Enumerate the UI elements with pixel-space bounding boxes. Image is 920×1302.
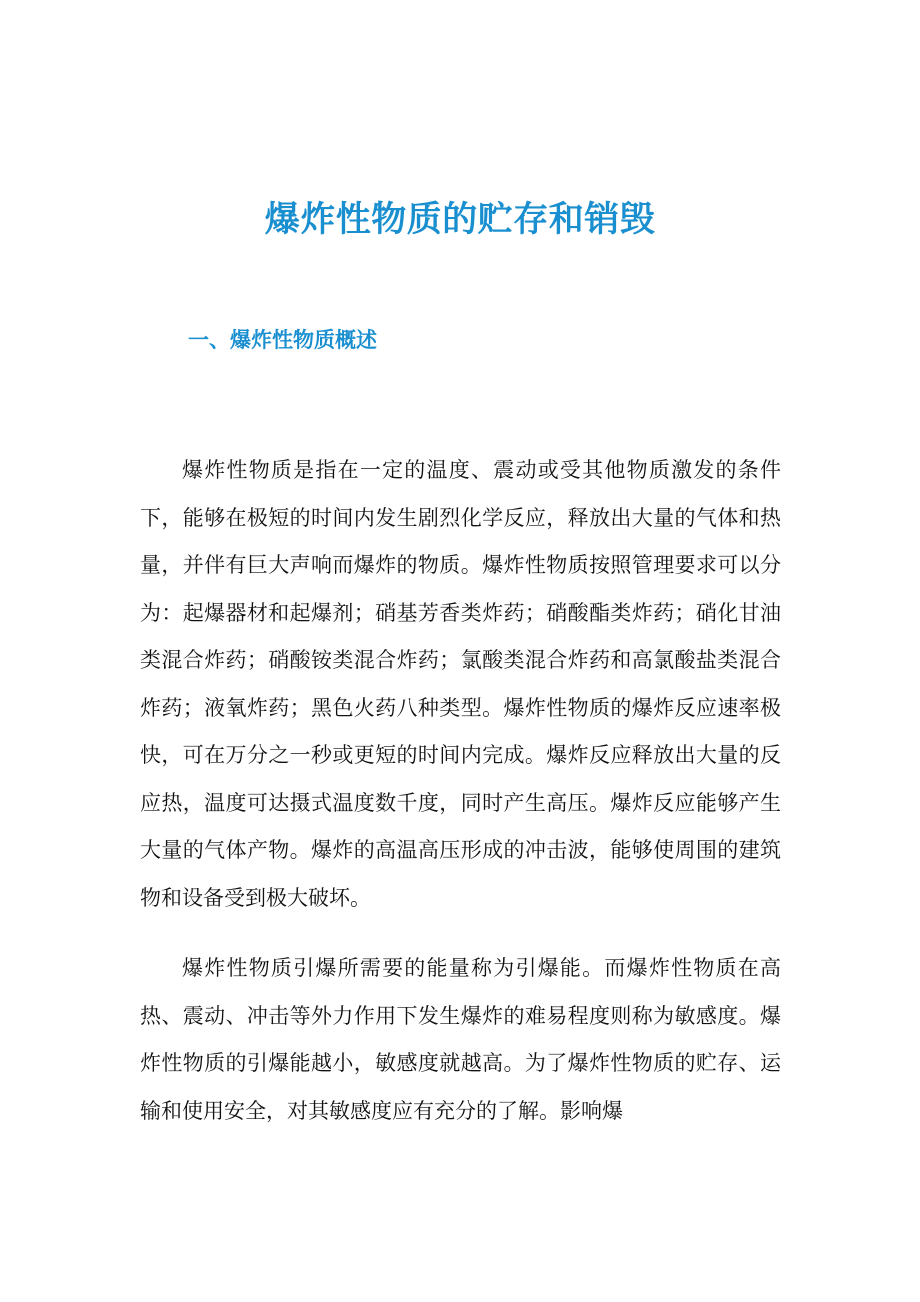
section-heading: 一、爆炸性物质概述 xyxy=(188,328,377,352)
document-title: 爆炸性物质的贮存和销毁 xyxy=(264,200,656,240)
body-paragraph: 爆炸性物质是指在一定的温度、震动或受其他物质激发的条件下，能够在极短的时间内发生剧烈化学反应，释放出大量的气体和热量，并伴有巨大声响而爆炸的物质。爆炸性物质按照管理要求可以分为：起爆器材和起爆剂；硝基芳香类炸药；硝酸酯类炸药；硝化甘油类混合炸药；硝酸铵类混合炸药；氯酸类混合炸药和高氯酸盐类混合炸药；液氧炸药；黑色火药八种类型。爆炸性物质的爆炸反应速率极快，可在万分之一秒或更短的时间内完成。爆炸反应释放出大量的反应热，温度可达摄式温度数千度，同时产生高压。爆炸反应能够产生大量的气体产物。爆炸的高温高压形成的冲击波，能够使周围的建筑物和设备受到极大破坏。 xyxy=(140,458,781,910)
body-paragraph: 爆炸性物质引爆所需要的能量称为引爆能。而爆炸性物质在高热、震动、冲击等外力作用下发生爆炸的难易程度则称为敏感度。爆炸性物质的引爆能越小，敏感度就越高。为了爆炸性物质的贮存、运输和使用安全，对其敏感度应有充分的了解。影响爆 xyxy=(140,956,781,1123)
